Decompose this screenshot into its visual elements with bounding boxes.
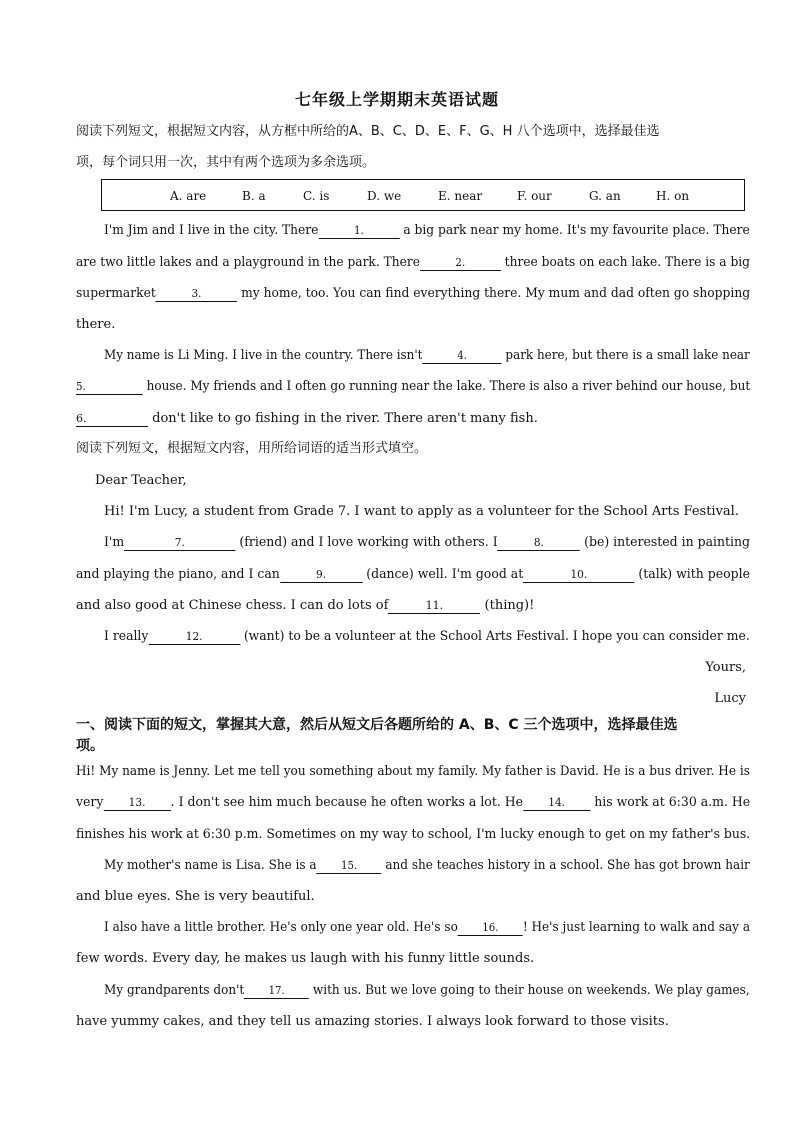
option-c: C. is [303, 189, 330, 203]
passage3-line2 [76, 795, 750, 811]
text: his work at 6:30 a.m. He [594, 795, 751, 810]
text: supermarket [76, 286, 156, 301]
options-box [101, 179, 745, 211]
section2-instruction: 阅读下列短文，根据短文内容，用所给词语的适当形式填空。 [76, 441, 428, 456]
option-d: D. we [367, 189, 402, 203]
answer-blank-17[interactable]: 17. [244, 984, 309, 999]
answer-blank-16[interactable]: 16. [458, 921, 523, 936]
text: I'm [104, 535, 125, 550]
passage2-line1 [104, 348, 750, 364]
section3-heading-line1: 一、阅读下面的短文，掌握其大意，然后从短文后各题所给的 A、B、C 三个选项中，选择最佳选 [76, 717, 678, 733]
answer-blank-11[interactable]: 11. [388, 599, 480, 614]
passage1-line1 [104, 223, 750, 239]
answer-blank-6[interactable]: 6. [76, 412, 148, 427]
option-f: F. our [517, 189, 552, 203]
text: My name is Li Ming. I live in the country. There isn't [104, 348, 423, 363]
text: (dance) well. I'm good at [366, 567, 524, 582]
answer-blank-12[interactable]: 12. [148, 630, 239, 645]
text: I'm Jim and I live in the city. There [104, 223, 319, 238]
text: my home, too. You can find everything there. My mum and dad often go shopping [241, 286, 751, 301]
option-e: E. near [438, 189, 483, 203]
text: three boats on each lake. There is a big [504, 255, 750, 270]
passage3-line1: Hi! My name is Jenny. Let me tell you something about my family. My father is David. He is a bus driver. He is [76, 764, 750, 779]
option-h: H. on [656, 189, 690, 203]
text: (friend) and I love working with others. I [239, 535, 498, 550]
passage3-line6 [104, 920, 750, 936]
letter-line2 [104, 535, 750, 551]
text: park here, but there is a small lake near [505, 348, 750, 363]
option-a: A. are [170, 189, 207, 203]
text: I really [104, 629, 149, 644]
passage3-line3: finishes his work at 6:30 p.m. Sometimes on my way to school, I'm lucky enough to get on my father's bus. [76, 827, 751, 842]
text: house. My friends and I often go running near the lake. There is also a river behind our house, but [146, 379, 751, 394]
section1-instruction-line1: 阅读下列短文，根据短文内容，从方框中所给的A、B、C、D、E、F、G、H 八个选项中，选择最佳选 [76, 124, 660, 139]
text: (talk) with people [638, 567, 750, 582]
passage3-line9: have yummy cakes, and they tell us amazing stories. I always look forward to those visits. [76, 1014, 669, 1029]
answer-blank-2[interactable]: 2. [420, 256, 501, 271]
text: My mother's name is Lisa. She is a [104, 858, 317, 873]
text: ! He's just learning to walk and say a [522, 920, 751, 935]
text: a big park near my home. It's my favourite place. There [403, 223, 750, 238]
letter-greeting: Dear Teacher, [95, 473, 187, 488]
text: (thing)! [484, 598, 535, 613]
section1-instruction-line2: 项，每个词只用一次，其中有两个选项为多余选项。 [76, 155, 376, 170]
answer-blank-3[interactable]: 3. [156, 287, 237, 302]
text: very [76, 795, 104, 810]
text: with us. But we love going to their house on weekends. We play games, [312, 983, 750, 998]
answer-blank-9[interactable]: 9. [280, 568, 362, 583]
passage1-line3 [76, 286, 750, 302]
text: . I don't see him much because he often works a lot. He [170, 795, 524, 810]
passage1-line4: there. [76, 317, 116, 332]
letter-line1: Hi! I'm Lucy, a student from Grade 7. I want to apply as a volunteer for the School Arts Festival. [104, 504, 739, 519]
text: My grandparents don't [104, 983, 245, 998]
text: and she teaches history in a school. She has got brown hair [385, 858, 750, 873]
page-title: 七年级上学期期末英语试题 [294, 90, 499, 109]
letter-line4 [76, 598, 534, 614]
option-g: G. an [589, 189, 621, 203]
text: are two little lakes and a playground in the park. There [76, 255, 420, 270]
text: (be) interested in painting [584, 535, 751, 550]
text: don't like to go fishing in the river. There aren't many fish. [152, 411, 538, 426]
letter-line3 [76, 567, 750, 583]
option-b: B. a [242, 189, 266, 203]
answer-blank-1[interactable]: 1. [318, 224, 399, 239]
answer-blank-13[interactable]: 13. [103, 796, 170, 811]
answer-blank-5[interactable]: 5. [76, 380, 143, 395]
letter-line5 [104, 629, 750, 645]
answer-blank-8[interactable]: 8. [498, 536, 580, 551]
passage2-line3 [76, 411, 538, 427]
text: and playing the piano, and I can [76, 567, 280, 582]
text: and also good at Chinese chess. I can do lots of [76, 598, 389, 613]
passage1-line2 [76, 255, 750, 271]
answer-blank-14[interactable]: 14. [523, 796, 590, 811]
passage3-line7: few words. Every day, he makes us laugh with his funny little sounds. [76, 951, 535, 966]
passage2-line2 [76, 379, 750, 395]
letter-signature: Lucy [714, 691, 746, 706]
text: (want) to be a volunteer at the School Arts Festival. I hope you can consider me. [243, 629, 750, 644]
answer-blank-7[interactable]: 7. [124, 536, 235, 551]
answer-blank-10[interactable]: 10. [523, 568, 634, 583]
answer-blank-15[interactable]: 15. [317, 859, 382, 874]
section3-heading-line2: 项。 [76, 738, 104, 754]
answer-blank-4[interactable]: 4. [422, 349, 501, 364]
passage3-line4 [104, 858, 750, 874]
passage3-line5: and blue eyes. She is very beautiful. [76, 889, 315, 904]
passage3-line8 [104, 983, 750, 999]
text: I also have a little brother. He's only one year old. He's so [104, 920, 458, 935]
letter-closing: Yours, [705, 660, 746, 675]
